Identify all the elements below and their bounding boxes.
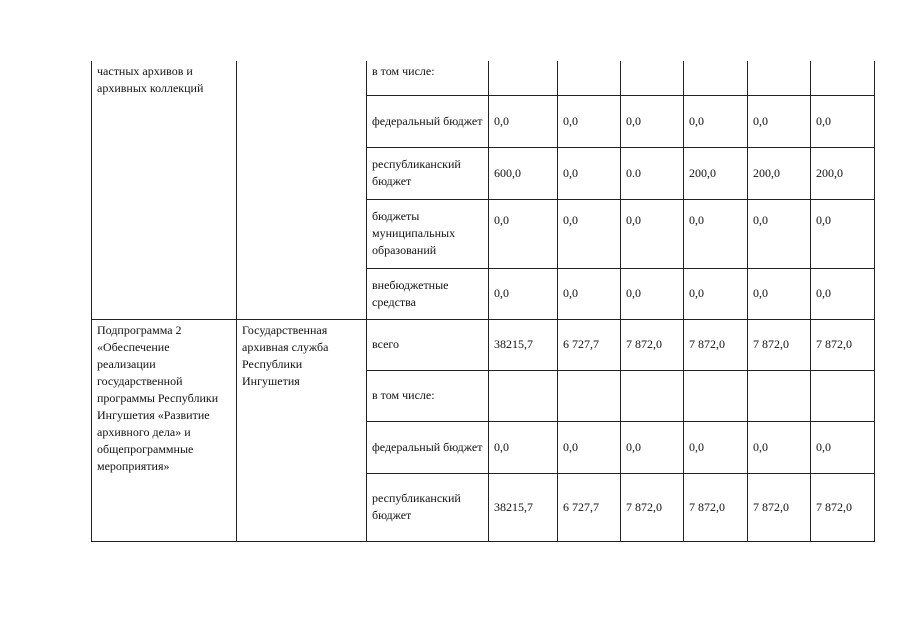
value-cell [558, 61, 621, 95]
value-cell: 0,0 [811, 268, 875, 319]
value-cell: 0,0 [621, 199, 684, 268]
table-row [92, 61, 875, 95]
source-cell: внебюджетные средства [367, 268, 489, 319]
value-cell: 0,0 [489, 199, 558, 268]
value-cell: 7 872,0 [621, 473, 684, 541]
value-cell: 0.0 [621, 147, 684, 199]
value-cell [684, 61, 748, 95]
source-cell: бюджеты муниципальных образований [367, 199, 489, 268]
value-cell: 0,0 [489, 95, 558, 147]
value-cell: 7 872,0 [748, 319, 811, 370]
value-cell: 7 872,0 [684, 473, 748, 541]
program-name-cell: частных архивов и архивных коллекций [92, 61, 237, 319]
value-cell: 0,0 [489, 421, 558, 473]
value-cell: 0,0 [811, 95, 875, 147]
value-cell [621, 61, 684, 95]
value-cell: 0,0 [489, 268, 558, 319]
value-cell: 0,0 [684, 95, 748, 147]
value-cell: 600,0 [489, 147, 558, 199]
source-cell: республиканский бюджет [367, 473, 489, 541]
value-cell: 200,0 [811, 147, 875, 199]
value-cell: 0,0 [621, 95, 684, 147]
value-cell: 38215,7 [489, 473, 558, 541]
value-cell [748, 61, 811, 95]
value-cell: 0,0 [558, 147, 621, 199]
value-cell: 0,0 [684, 421, 748, 473]
value-cell: 38215,7 [489, 319, 558, 370]
value-cell: 0,0 [558, 421, 621, 473]
value-cell [811, 61, 875, 95]
source-cell: федеральный бюджет [367, 95, 489, 147]
value-cell: 200,0 [684, 147, 748, 199]
value-cell: 0,0 [811, 421, 875, 473]
source-cell: федеральный бюджет [367, 421, 489, 473]
value-cell [558, 370, 621, 421]
executor-cell [237, 61, 367, 319]
value-cell [489, 61, 558, 95]
value-cell: 6 727,7 [558, 473, 621, 541]
value-cell: 0,0 [621, 268, 684, 319]
source-cell: в том числе: [367, 61, 489, 95]
source-cell: республиканский бюджет [367, 147, 489, 199]
table-row [92, 319, 875, 370]
value-cell [684, 370, 748, 421]
value-cell: 0,0 [558, 95, 621, 147]
value-cell: 7 872,0 [748, 473, 811, 541]
value-cell: 7 872,0 [811, 473, 875, 541]
value-cell: 0,0 [811, 199, 875, 268]
value-cell [748, 370, 811, 421]
source-cell: всего [367, 319, 489, 370]
program-name-cell: Подпрограмма 2 «Обеспечение реализации государственной программы Республики Ингушетия «Развитие архивного дела» и общепрограммные мероприятия» [92, 319, 237, 541]
value-cell [621, 370, 684, 421]
value-cell: 0,0 [748, 199, 811, 268]
value-cell: 7 872,0 [621, 319, 684, 370]
value-cell [811, 370, 875, 421]
value-cell: 0,0 [558, 199, 621, 268]
value-cell: 6 727,7 [558, 319, 621, 370]
value-cell: 7 872,0 [811, 319, 875, 370]
value-cell: 0,0 [621, 421, 684, 473]
source-cell: в том числе: [367, 370, 489, 421]
value-cell: 0,0 [684, 268, 748, 319]
executor-cell: Государственная архивная служба Республики Ингушетия [237, 319, 367, 541]
value-cell: 0,0 [684, 199, 748, 268]
budget-table [91, 61, 875, 542]
value-cell: 0,0 [748, 268, 811, 319]
value-cell: 0,0 [558, 268, 621, 319]
value-cell: 0,0 [748, 421, 811, 473]
value-cell: 7 872,0 [684, 319, 748, 370]
value-cell: 200,0 [748, 147, 811, 199]
value-cell [489, 370, 558, 421]
value-cell: 0,0 [748, 95, 811, 147]
